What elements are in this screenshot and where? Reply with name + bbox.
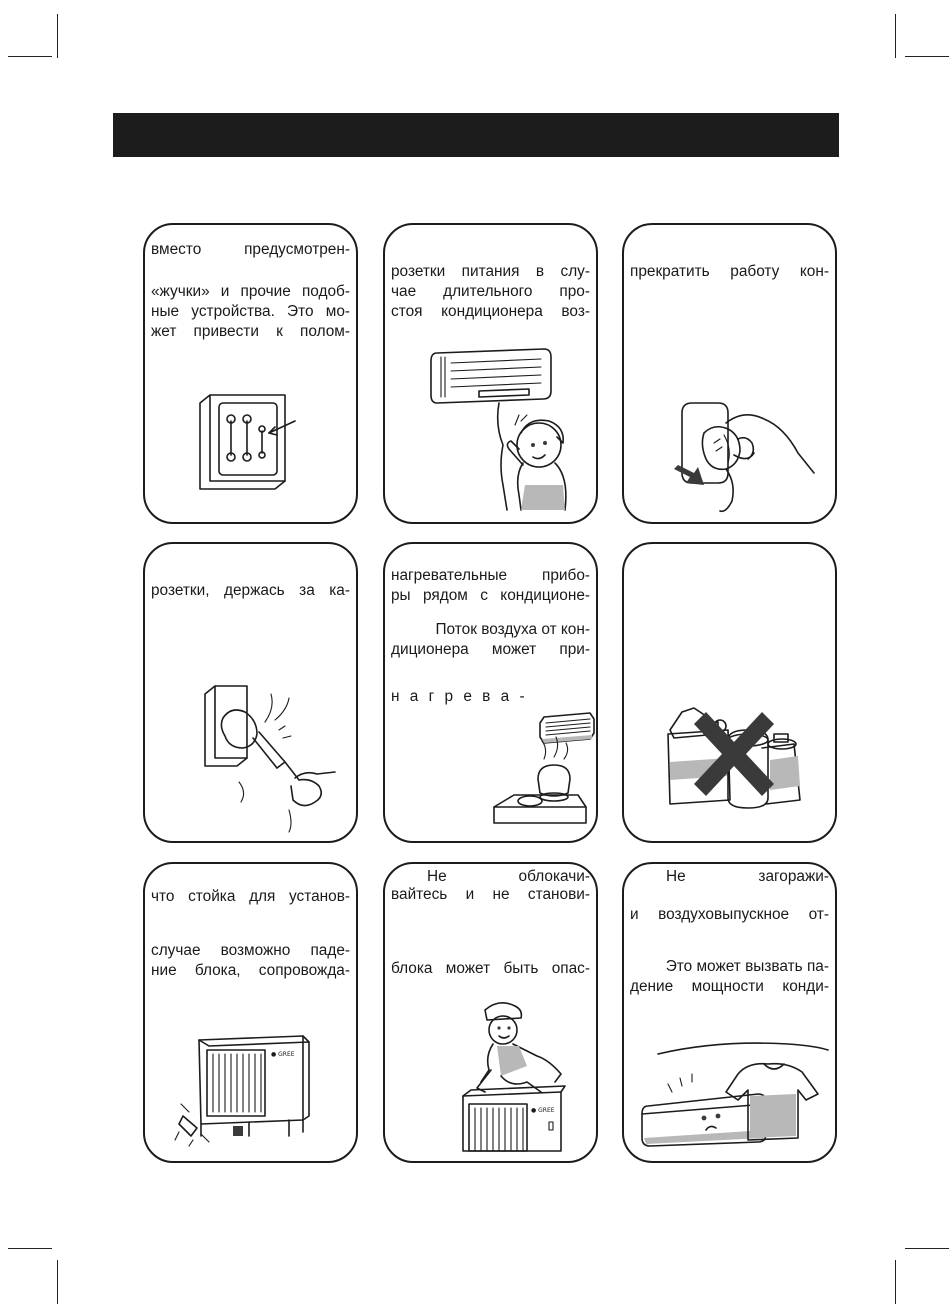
card-idle-unplug	[383, 223, 598, 524]
crop-mark	[8, 1248, 52, 1249]
card-text-line: и воздуховыпускное от-	[630, 906, 829, 923]
crop-mark	[905, 1248, 949, 1249]
stove-illustration	[490, 709, 598, 834]
crop-mark	[57, 14, 58, 58]
card-text-line: случае возможно паде-	[151, 942, 350, 959]
card-text-line: Это может вызвать па-	[665, 958, 829, 975]
card-text-line: вместо предусмотрен-	[151, 241, 350, 258]
section-header-bar	[113, 113, 839, 157]
card-text-line: что стойка для установ-	[151, 888, 350, 905]
card-text-line: н а г р е в а -	[391, 688, 528, 705]
crop-mark	[905, 56, 949, 57]
card-text-line: жет привести к полом-	[151, 323, 350, 340]
card-text-line: Не загоражи-	[666, 868, 829, 885]
card-heaters-nearby	[383, 542, 598, 843]
card-text-line: блока может быть опас-	[391, 960, 590, 977]
card-text-line: диционера может при-	[391, 641, 590, 658]
card-text-line: дение мощности конди-	[630, 978, 829, 995]
card-text-line: «жучки» и прочие подоб-	[151, 283, 350, 300]
card-text-line: ние блока, сопровожда-	[151, 962, 350, 979]
unplug-hand-illustration	[674, 393, 814, 513]
card-fuse-box	[143, 223, 358, 524]
card-stop-unplug	[622, 223, 837, 524]
card-text-line: Не облокачи-	[427, 868, 590, 885]
card-mounting-stand	[143, 862, 358, 1163]
card-text-line: стоя кондиционера воз-	[391, 303, 590, 320]
crop-mark	[895, 1260, 896, 1304]
svg-text:● GREE: ● GREE	[271, 1051, 295, 1058]
card-text-line: розетки, держась за ка-	[151, 582, 350, 599]
card-text-line: вайтесь и не станови-	[391, 886, 590, 903]
child-air-conditioner-illustration	[429, 345, 589, 510]
card-text-line: розетки питания в слу-	[391, 263, 590, 280]
falling-outdoor-unit-illustration	[179, 1032, 329, 1147]
crop-mark	[895, 14, 896, 58]
card-pull-plug	[143, 542, 358, 843]
crop-mark	[57, 1260, 58, 1304]
fuse-box-illustration	[195, 393, 305, 493]
child-on-unit-illustration	[457, 996, 585, 1151]
card-text-line: нагревательные прибо-	[391, 567, 590, 584]
flammable-cans-crossed-illustration	[664, 704, 804, 814]
card-text-line: ры рядом с кондиционе-	[391, 587, 590, 604]
pull-cord-illustration	[195, 682, 335, 832]
card-text-line: прекратить работу кон-	[630, 263, 829, 280]
card-text-line: чае длительного про-	[391, 283, 590, 300]
card-no-climbing	[383, 862, 598, 1163]
blocked-unit-illustration	[638, 1034, 828, 1149]
card-text-line: ные устройства. Это мо-	[151, 303, 350, 320]
card-no-blocking	[622, 862, 837, 1163]
card-flammables	[622, 542, 837, 843]
svg-text:● GREE: ● GREE	[531, 1107, 555, 1114]
card-text-line: Поток воздуха от кон-	[435, 621, 590, 638]
crop-mark	[8, 56, 52, 57]
